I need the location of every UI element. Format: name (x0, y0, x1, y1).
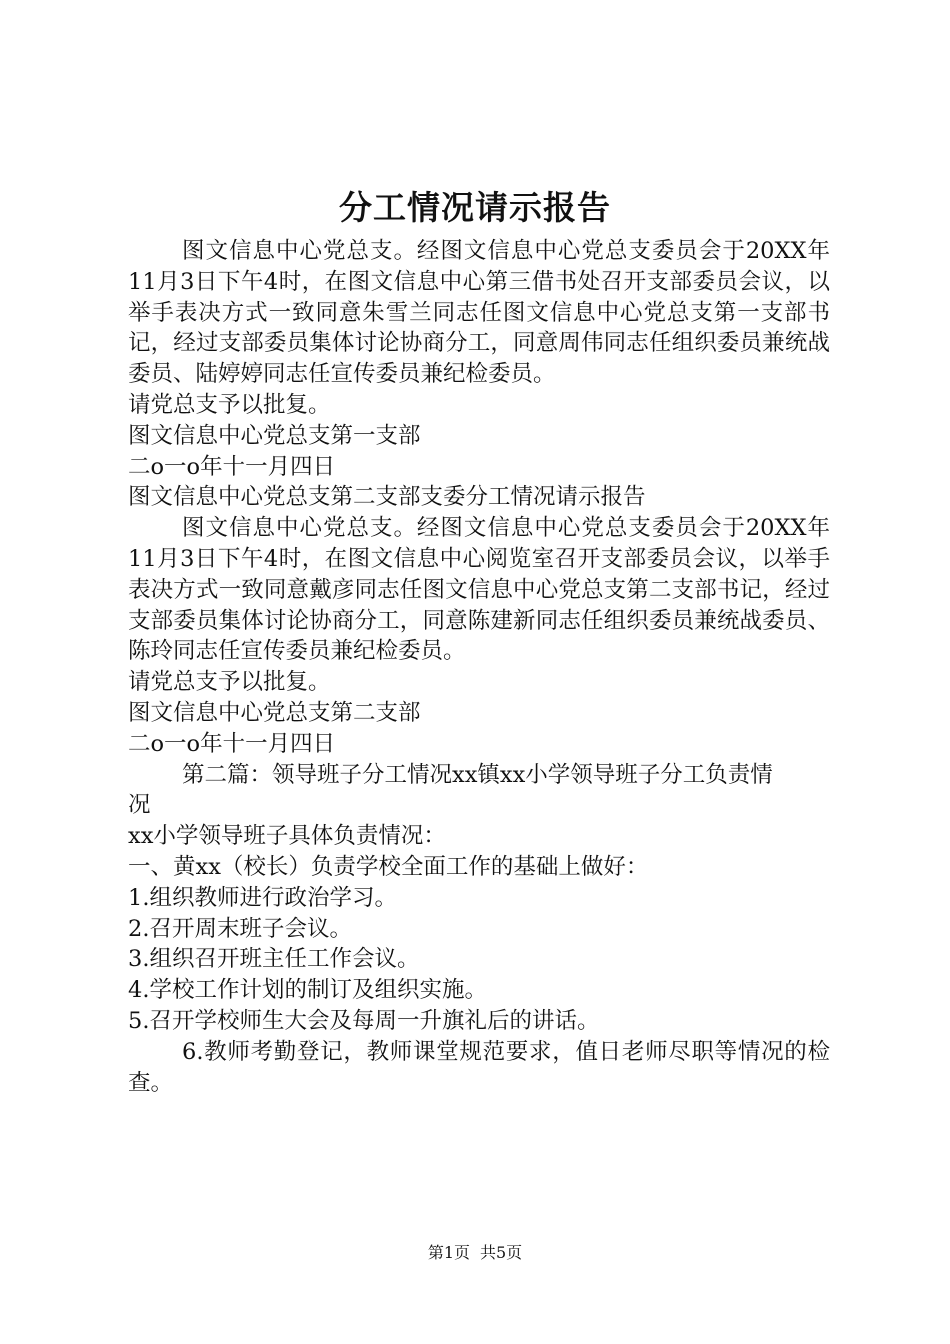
paragraph-subtitle-branch-two: 图文信息中心党总支第二支部支委分工情况请示报告 (128, 484, 646, 511)
list-item-duty-2: 2.召开周末班子会议。 (128, 915, 352, 942)
page-total: 共5页 (480, 1243, 523, 1262)
paragraph-date-two: 二o一o年十一月四日 (128, 730, 336, 757)
paragraph-date-one: 二o一o年十一月四日 (128, 453, 336, 480)
paragraph-leadership-intro: xx小学领导班子具体负责情况： (128, 823, 446, 850)
document-body (128, 236, 830, 1098)
list-item-duty-3: 3.组织召开班主任工作会议。 (128, 946, 420, 973)
list-item-duty-5: 5.召开学校师生大会及每周一升旗礼后的讲话。 (128, 1007, 600, 1034)
paragraph-signature-branch-one: 图文信息中心党总支第一支部 (128, 422, 421, 449)
paragraph-report-two: 图文信息中心党总支。经图文信息中心党总支委员会于20XX年11月3日下午4时，在图文信息中心阅览室召开支部委员会议，以举手表决方式一致同意戴彦同志任图文信息中心党总支第二支部书记，经过支部委员集体讨论协商分工，同意陈建新同志任组织委员兼统战委员、陈玲同志任宣传委员兼纪检委员。 (128, 515, 830, 665)
paragraph-report-one: 图文信息中心党总支。经图文信息中心党总支委员会于20XX年11月3日下午4时，在图文信息中心第三借书处召开支部委员会议，以举手表决方式一致同意朱雪兰同志任图文信息中心党总支第一支部书记，经过支部委员集体讨论协商分工，同意周伟同志任组织委员兼统战委员、陆婷婷同志任宣传委员兼纪检委员。 (128, 238, 830, 388)
page-number: 第1页 (427, 1243, 470, 1262)
paragraph-request-approval-two: 请党总支予以批复。 (128, 669, 331, 696)
list-item-duty-4: 4.学校工作计划的制订及组织实施。 (128, 977, 487, 1004)
list-item-duty-6: 6.教师考勤登记，教师课堂规范要求，值日老师尽职等情况的检查。 (128, 1038, 830, 1096)
page-footer (0, 1242, 950, 1264)
paragraph-signature-branch-two: 图文信息中心党总支第二支部 (128, 699, 421, 726)
list-item-duty-1: 1.组织教师进行政治学习。 (128, 884, 397, 911)
paragraph-request-approval-one: 请党总支予以批复。 (128, 391, 331, 418)
document-title: 分工情况请示报告 (339, 188, 611, 227)
paragraph-section-two-heading-tail: 况 (128, 792, 151, 819)
paragraph-principal-duties: 一、黄xx（校长）负责学校全面工作的基础上做好： (128, 853, 649, 880)
paragraph-section-two-heading: 第二篇：领导班子分工情况xx镇xx小学领导班子分工负责情 (182, 761, 773, 788)
